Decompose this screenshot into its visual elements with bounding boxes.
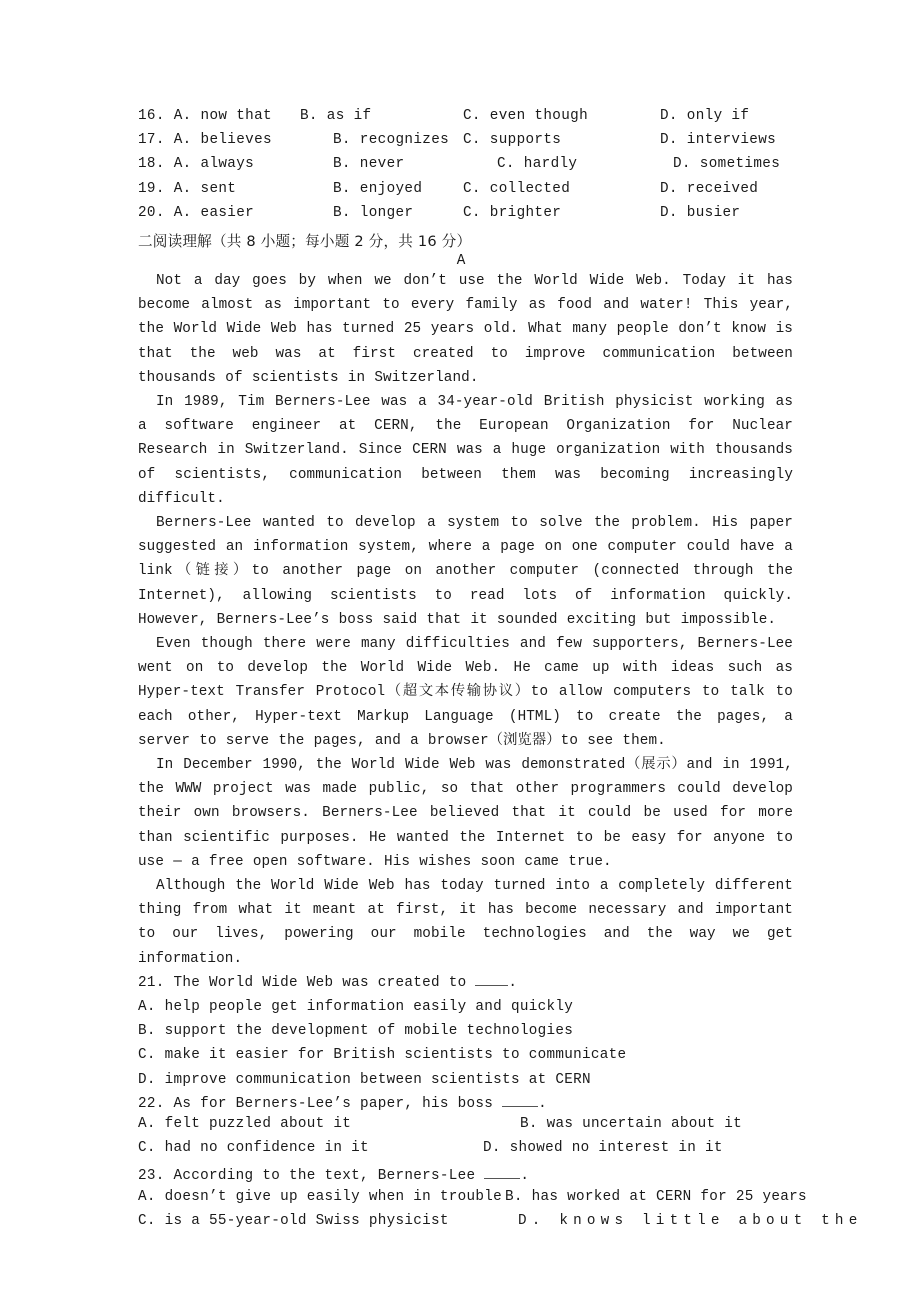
cloze-18-option-b[interactable]: B. never [333, 156, 405, 173]
passage-paragraph-4: Even though there were many difficulties and few supporters, Berners-Lee went on to develop the World Wide Web. He came up with ideas such as Hyper-text Transfer Protocol（超文本传输协议）to allow computers to talk to each other, Hyper-text Markup Language (HTML) to create the pages, a server to serve the pages, and a browser（浏览器）to see them. [138, 635, 793, 749]
cloze-20-a-label: A. easier [173, 204, 255, 221]
passage-paragraph-2: In 1989, Tim Berners-Lee was a 34-year-old British physicist working as a software engineer at CERN, the European Organization for Nuclear Research in Switzerland. Since CERN was a huge organization with thousands of scientists, communication between them was becoming increasingly difficult. [138, 393, 793, 507]
cloze-20-number: 20. [138, 204, 165, 221]
cloze-16-number: 16. [138, 108, 165, 124]
cloze-17-option-a[interactable] [138, 132, 272, 148]
cloze-20-option-d[interactable]: D. busier [660, 204, 741, 221]
cloze-16-option-b[interactable]: B. as if [300, 108, 372, 124]
cloze-choices-block [138, 108, 793, 229]
cloze-16-option-a[interactable] [138, 108, 272, 124]
cloze-18-number: 18. [138, 156, 165, 173]
passage-label-a: A [456, 252, 466, 269]
question-23-stem [138, 1164, 793, 1188]
question-23-option-c[interactable]: C. is a 55-year-old Swiss physicist [138, 1212, 449, 1229]
question-22-stem-text: 22. As for Berners-Lee’s paper, his boss [138, 1095, 503, 1112]
question-22-option-b[interactable]: B. was uncertain about it [520, 1116, 742, 1133]
question-22-blank[interactable] [502, 1093, 538, 1107]
cloze-18-option-c[interactable]: C. hardly [497, 156, 578, 173]
question-21 [138, 971, 793, 1092]
reading-passage [138, 269, 793, 971]
cloze-19-number: 19. [138, 180, 165, 197]
cloze-19-option-c[interactable]: C. collected [463, 180, 571, 197]
cloze-row-20 [138, 205, 793, 229]
question-21-stem-period: . [508, 974, 518, 991]
passage-paragraph-5: In December 1990, the World Wide Web was demonstrated（展示）and in 1991, the WWW project was made public, so that other programmers could develop their own browsers. Berners-Lee believed that it could be used for more than scientific purposes. He wanted the Internet to be easy for anyone to use — a free open software. His wishes soon came true. [138, 757, 793, 870]
cloze-19-a-label: A. sent [173, 180, 237, 197]
cloze-19-option-d[interactable]: D. received [660, 180, 759, 197]
cloze-row-19 [138, 181, 793, 205]
cloze-19-option-b[interactable]: B. enjoyed [333, 180, 423, 197]
question-21-option-b[interactable]: B. support the development of mobile technologies [138, 1023, 574, 1040]
question-22-options-row-1 [138, 1116, 793, 1140]
question-23-blank[interactable] [484, 1165, 520, 1179]
cloze-row-16 [138, 108, 793, 132]
question-23-options-row-2 [138, 1212, 863, 1237]
question-23-stem-text: 23. According to the text, Berners-Lee [138, 1168, 485, 1185]
cloze-17-option-c[interactable]: C. supports [463, 132, 562, 149]
cloze-17-option-b[interactable]: B. recognizes [333, 132, 450, 149]
question-21-blank[interactable] [475, 972, 508, 986]
question-23-option-d[interactable]: D. knows little about the [518, 1212, 863, 1229]
cloze-17-option-d[interactable]: D. interviews [660, 132, 777, 149]
cloze-20-option-a[interactable] [138, 205, 254, 221]
question-22 [138, 1092, 793, 1165]
cloze-17-a-label: A. believes [173, 132, 272, 149]
question-21-stem-text: 21. The World Wide Web was created to [138, 974, 476, 991]
question-22-options-row-2 [138, 1140, 793, 1164]
cloze-18-option-d[interactable]: D. sometimes [673, 156, 781, 173]
cloze-row-17 [138, 132, 793, 156]
passage-paragraph-1: Not a day goes by when we don’t use the World Wide Web. Today it has become almost as important to every family as food and water! This year, the World Wide Web has turned 25 years old. What many people don’t know is that the web was at first created to improve communication between thousands of scientists in Switzerland. [138, 272, 793, 386]
question-22-stem [138, 1092, 793, 1116]
question-22-option-d[interactable]: D. showed no interest in it [483, 1140, 723, 1157]
document-page [138, 108, 863, 1237]
cloze-20-option-b[interactable]: B. longer [333, 204, 414, 221]
question-23-stem-period: . [520, 1168, 530, 1185]
question-22-option-c[interactable]: C. had no confidence in it [138, 1140, 369, 1157]
cloze-16-option-c[interactable]: C. even though [463, 108, 589, 124]
passage-paragraph-6: Although the World Wide Web has today turned into a completely different thing from what it meant at first, it has become necessary and important to our lives, powering our mobile technologies and the way we get information. [138, 878, 793, 967]
question-23-option-b[interactable]: B. has worked at CERN for 25 years [505, 1188, 807, 1205]
question-21-stem [138, 971, 793, 995]
cloze-16-a-label: A. now that [173, 108, 272, 124]
cloze-18-a-label: A. always [173, 156, 255, 173]
cloze-20-option-c[interactable]: C. brighter [463, 204, 562, 221]
question-22-option-a[interactable]: A. felt puzzled about it [138, 1116, 352, 1133]
cloze-row-18 [138, 156, 793, 180]
question-23-option-a[interactable]: A. doesn’t give up easily when in trouble [138, 1188, 503, 1205]
cloze-16-option-d[interactable]: D. only if [660, 108, 750, 124]
question-23 [138, 1164, 863, 1237]
question-22-stem-period: . [538, 1095, 547, 1112]
question-21-option-c[interactable]: C. make it easier for British scientists to communicate [138, 1047, 627, 1064]
cloze-18-option-a[interactable] [138, 156, 254, 172]
section-heading-reading-comprehension: 二阅读理解（共 8 小题；每小题 2 分，共 16 分） [138, 232, 472, 250]
cloze-17-number: 17. [138, 132, 165, 149]
question-23-options-row-1 [138, 1188, 807, 1213]
cloze-19-option-a[interactable] [138, 181, 236, 197]
question-21-option-d[interactable]: D. improve communication between scientists at CERN [138, 1071, 591, 1088]
passage-paragraph-3: Berners-Lee wanted to develop a system to solve the problem. His paper suggested an information system, where a page on one computer could have a link（链接）to another page on another computer (connected through the Internet), allowing scientists to read lots of information quickly. However, Berners-Lee’s boss said that it sounded exciting but impossible. [138, 514, 793, 628]
question-21-option-a[interactable]: A. help people get information easily and quickly [138, 999, 574, 1016]
